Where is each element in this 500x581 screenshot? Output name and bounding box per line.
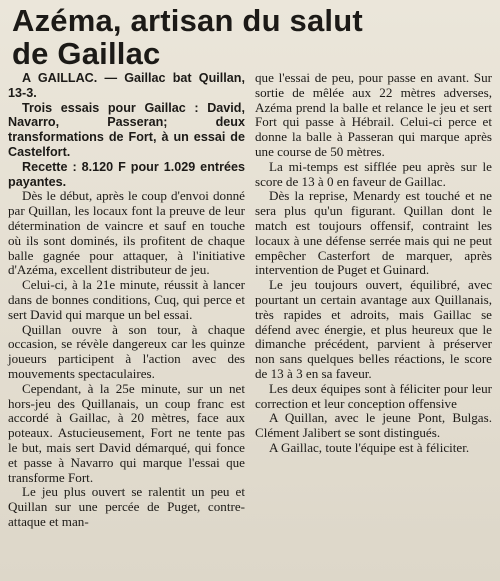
left-column-paragraph: A GAILLAC. — Gaillac bat Quillan, 13-3. — [8, 71, 245, 100]
left-column-paragraph: Celui-ci, à la 21e minute, réussit à lancer dans de bonnes conditions, Cuq, qui perce et sert David qui marque un bel essai. — [8, 277, 245, 322]
left-column-paragraph: Dès le début, après le coup d'envoi donné par Quillan, les locaux font la preuve de leur détermination de vaincre et sauf en touche où ils sont dominés, ils profitent de chaque balle gagnée pour attaquer, à l'initiative d'Azéma, excellent distributeur de jeu. — [8, 188, 245, 278]
left-column-paragraph: Trois essais pour Gaillac : David, Navarro, Passeran; deux transformations de Fort, à un essai de Castelfort. — [8, 100, 245, 159]
right-column-paragraph: Les deux équipes sont à féliciter pour leur correction et leur conception offensive — [255, 380, 492, 411]
right-column-paragraph: Dès la reprise, Menardy est touché et ne sera plus qu'un figurant. Quillan dont le match est toujours offensif, contraint les locaux à une défense serrée mais qui ne peut empêcher Casterfort de marquer, après intervention de Puget et Guinard. — [255, 188, 492, 278]
left-column-paragraph: Le jeu plus ouvert se ralentit un peu et Quillan sur une percée de Puget, contre-attaque et man- — [8, 484, 245, 529]
right-column — [255, 71, 492, 530]
right-column-paragraph: La mi-temps est sifflée peu après sur le score de 13 à 0 en faveur de Gaillac. — [255, 158, 492, 189]
right-column-paragraph: A Quillan, avec le jeune Pont, Bulgas. Clément Jalibert se sont distingués. — [255, 410, 492, 441]
right-column-paragraph: que l'essai de peu, pour passe en avant. Sur sortie de mêlée aux 22 mètres adverses, Azéma prend la balle et relance le jeu et sert Fort qui passe à Hébrail. Celui-ci perce et donne la balle à Passeran qui marque après une course de 50 mètres. — [255, 70, 492, 159]
left-column-paragraph: Quillan ouvre à son tour, à chaque occasion, se révèle dangereux car les quinze joueurs participent à l'action avec des mouvements spectaculaires. — [8, 321, 245, 381]
headline-line-1: Azéma, artisan du salut — [12, 3, 363, 38]
headline — [12, 4, 492, 70]
article-columns — [8, 71, 492, 530]
left-column-paragraph: Recette : 8.120 F pour 1.029 entrées payantes. — [8, 159, 245, 189]
right-column-paragraph: Le jeu toujours ouvert, équilibré, avec pourtant un certain avantage aux Quillanais, très rapides et adroits, mais Gaillac se défend avec énergie, et plus heureux que le dimanche précédent, parvient à préserver non sans quelques belles réactions, le score de 13 à 3 en sa faveur. — [255, 277, 492, 381]
right-column-paragraph: A Gaillac, toute l'équipe est à féliciter. — [269, 439, 470, 455]
headline-line-2: de Gaillac — [12, 36, 161, 71]
left-column-paragraph: Cependant, à la 25e minute, sur un net hors-jeu des Quillanais, un coup franc est accordé à Gaillac, à 20 mètres, face aux poteaux. Astucieusement, Fort ne tente pas le but, mais sert David démarqué, qui fonce et passe à Navarro qui marque l'essai que transforme Fort. — [8, 380, 245, 485]
left-column — [8, 71, 245, 530]
